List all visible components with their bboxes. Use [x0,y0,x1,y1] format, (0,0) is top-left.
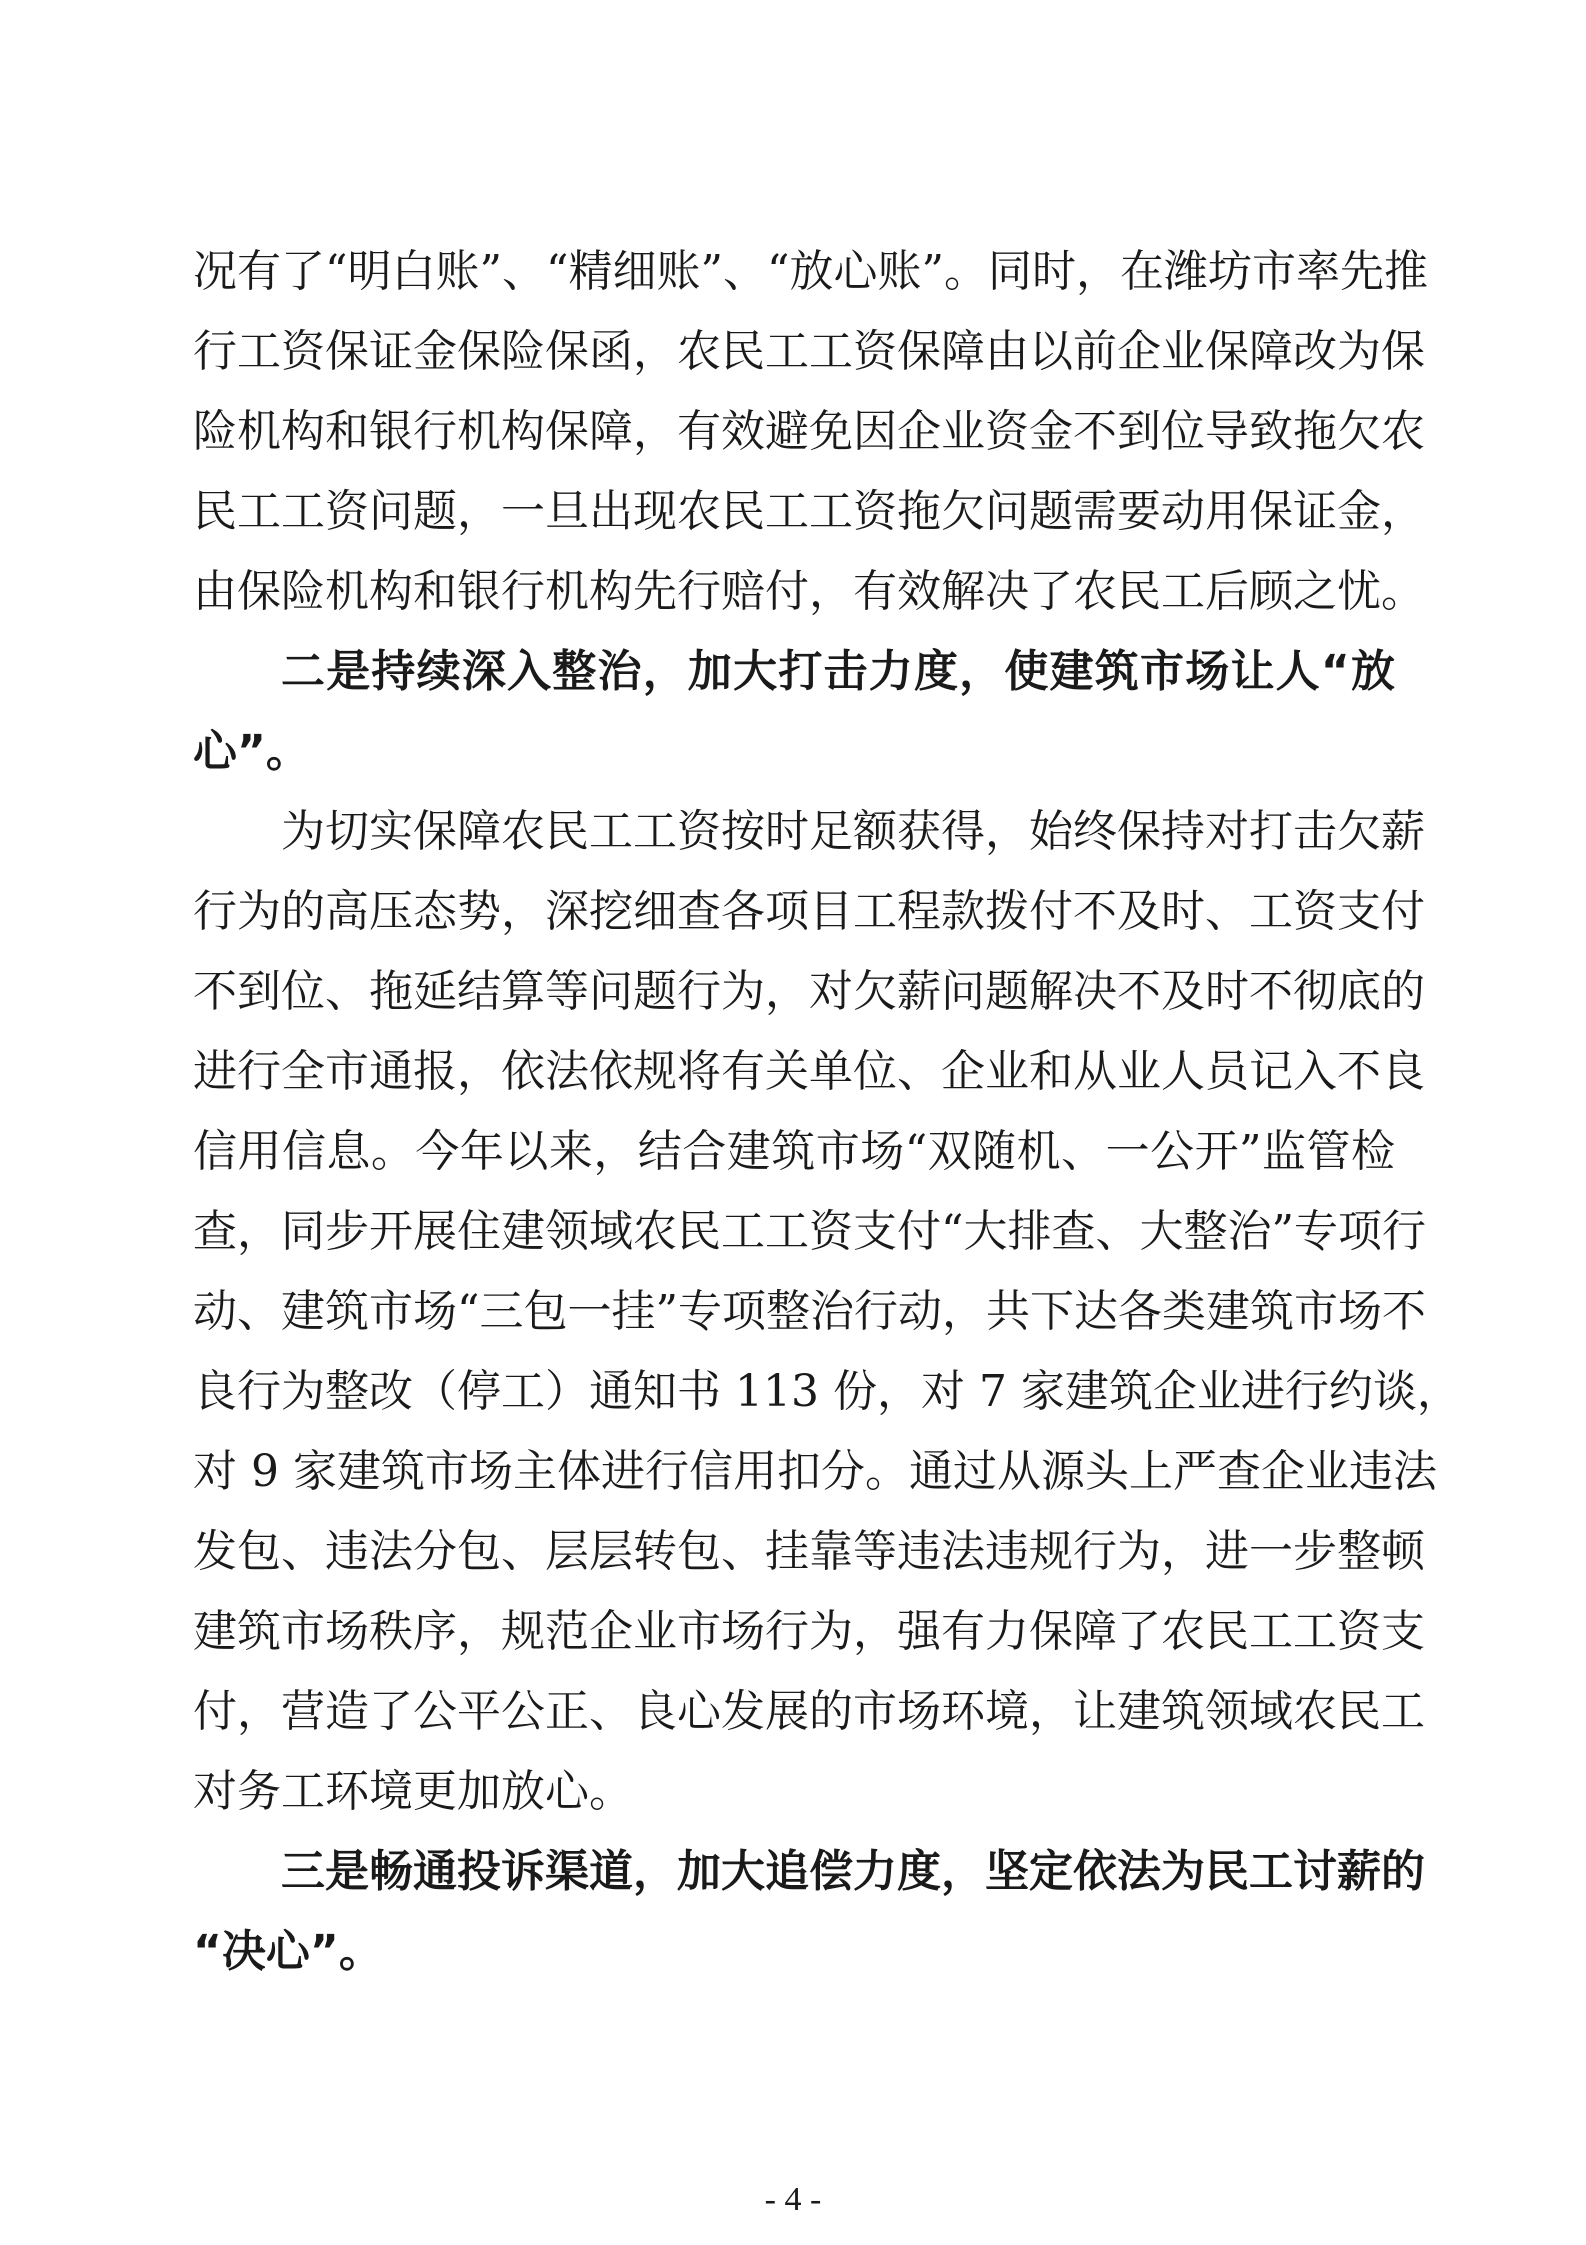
body-line: 进行全市通报，依法依规将有关单位、企业和从业人员记入不良 [193,1046,1425,1097]
section-heading-line: 心”。 [193,726,310,777]
body-line: 建筑市场秩序，规范企业市场行为，强有力保障了农民工工资支 [193,1606,1425,1657]
body-line: 行工资保证金保险保函，农民工工资保障由以前企业保障改为保 [193,326,1425,377]
body-line: 查，同步开展住建领域农民工工资支付“大排查、大整治”专项行 [193,1206,1426,1257]
body-line: 对务工环境更加放心。 [193,1766,633,1817]
body-line: 付，营造了公平公正、良心发展的市场环境，让建筑领域农民工 [193,1686,1425,1737]
body-line: 险机构和银行机构保障，有效避免因企业资金不到位导致拖欠农 [193,406,1425,457]
page-number: - 4 - [764,2181,822,2218]
body-line: 对 9 家建筑市场主体进行信用扣分。通过从源头上严查企业违法 [193,1446,1437,1497]
body-line: 不到位、拖延结算等问题行为，对欠薪问题解决不及时不彻底的 [193,966,1425,1017]
section-heading-line: “决心”。 [193,1926,383,1977]
body-line: 为切实保障农民工工资按时足额获得，始终保持对打击欠薪 [281,806,1425,857]
body-line: 行为的高压态势，深挖细查各项目工程款拨付不及时、工资支付 [193,886,1425,937]
body-line: 信用信息。今年以来，结合建筑市场“双随机、一公开”监管检 [193,1126,1395,1177]
body-line: 民工工资问题，一旦出现农民工工资拖欠问题需要动用保证金， [193,486,1425,537]
body-line: 良行为整改（停工）通知书 113 份，对 7 家建筑企业进行约谈， [193,1366,1461,1417]
body-line: 由保险机构和银行机构先行赔付，有效解决了农民工后顾之忧。 [193,566,1425,617]
section-heading-line: 三是畅通投诉渠道，加大追偿力度，坚定依法为民工讨薪的 [281,1846,1425,1897]
body-line: 况有了“明白账”、“精细账”、“放心账”。同时，在潍坊市率先推 [193,246,1428,297]
body-line: 动、建筑市场“三包一挂”专项整治行动，共下达各类建筑市场不 [193,1286,1426,1337]
section-heading-line: 二是持续深入整治，加大打击力度，使建筑市场让人“放 [281,646,1395,697]
body-line: 发包、违法分包、层层转包、挂靠等违法违规行为，进一步整顿 [193,1526,1425,1577]
